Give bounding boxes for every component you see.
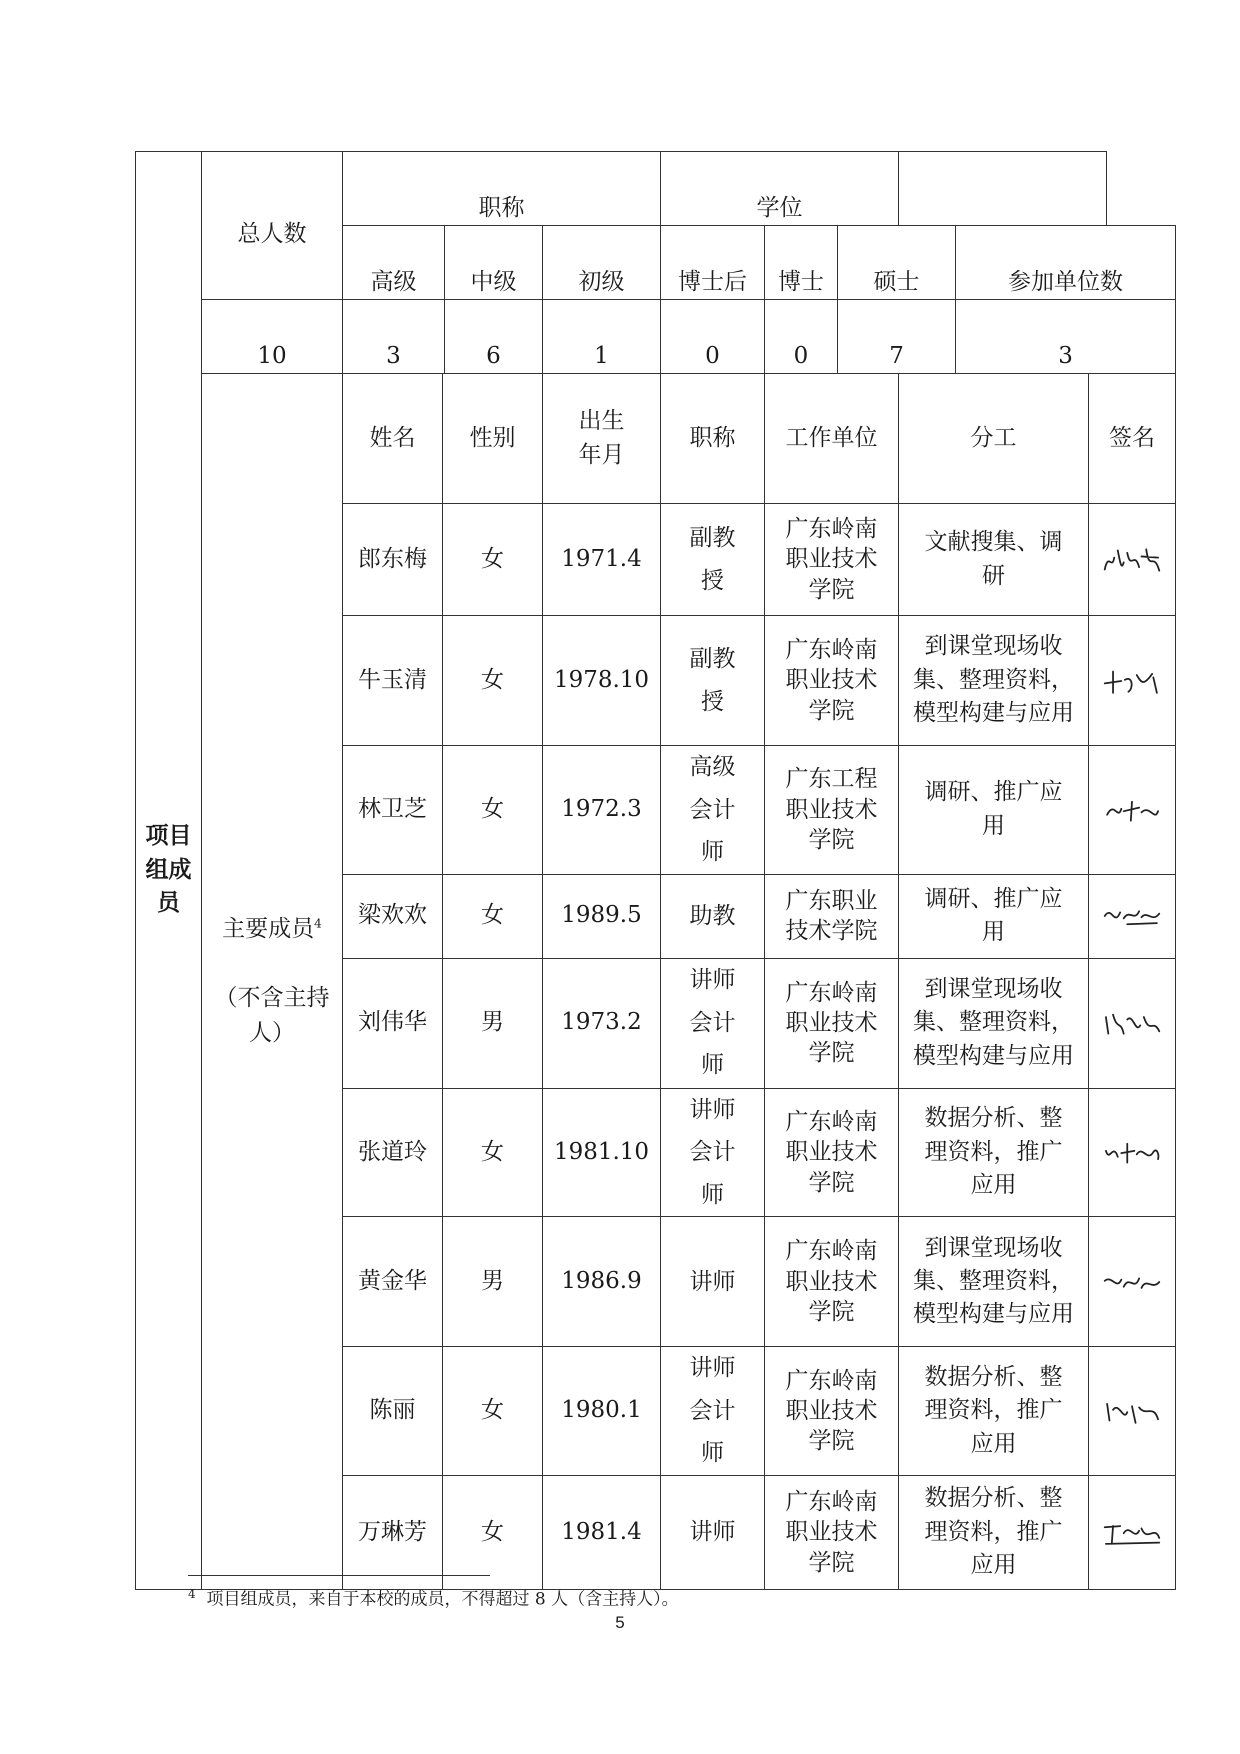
member-role: 数据分析、整理资料，推广应用 [899,1088,1089,1217]
table-row [136,374,1176,504]
birth-header: 出生年月 [543,374,661,504]
total-header: 总人数 [202,152,343,300]
member-role: 数据分析、整理资料，推广应用 [899,1475,1089,1589]
member-title: 讲师 会计师 [661,1088,765,1217]
member-gender: 女 [443,504,543,616]
member-gender: 男 [443,1217,543,1347]
footnote-marker: 4 [188,1587,196,1601]
member-name: 刘伟华 [343,958,443,1088]
member-gender: 女 [443,1088,543,1217]
member-gender: 男 [443,958,543,1088]
page-number: 5 [615,1613,625,1632]
signature-scribble [1100,1262,1164,1302]
member-name: 牛玉清 [343,616,443,746]
member-unit: 广东岭南职业技术学院 [765,504,899,616]
member-role: 调研、推广应用 [899,874,1089,958]
senior-value: 3 [343,300,445,374]
member-gender: 女 [443,616,543,746]
signature-header: 签名 [1089,374,1176,504]
member-title: 讲师 [661,1217,765,1347]
table-row [136,300,1176,374]
member-role: 调研、推广应用 [899,746,1089,875]
signature-cell [1089,958,1176,1088]
signature-cell [1089,504,1176,616]
member-unit: 广东岭南职业技术学院 [765,616,899,746]
member-name: 梁欢欢 [343,874,443,958]
master-header: 硕士 [838,226,956,300]
member-gender: 女 [443,874,543,958]
members-label-cell [202,374,343,1590]
intermediate-value: 6 [445,300,543,374]
member-birth: 1986.9 [543,1217,661,1347]
member-title: 讲师 会计师 [661,958,765,1088]
member-unit: 广东职业技术学院 [765,874,899,958]
phd-value: 0 [765,300,838,374]
member-name: 陈丽 [343,1347,443,1476]
member-role: 数据分析、整理资料，推广应用 [899,1347,1089,1476]
postdoc-value: 0 [661,300,765,374]
members-label: 主要成员 [222,916,315,943]
member-role: 文献搜集、调研 [899,504,1089,616]
member-unit: 广东岭南职业技术学院 [765,1475,899,1589]
member-unit: 广东工程职业技术学院 [765,746,899,875]
signature-cell [1089,746,1176,875]
member-gender: 女 [443,746,543,875]
units-value: 3 [956,300,1176,374]
role-header: 分工 [899,374,1089,504]
member-title: 副教授 [661,616,765,746]
signature-scribble [1100,896,1164,936]
signature-scribble [1100,1391,1164,1431]
title-group-header: 职称 [343,152,661,226]
junior-header: 初级 [543,226,661,300]
phd-header: 博士 [765,226,838,300]
member-unit: 广东岭南职业技术学院 [765,1217,899,1347]
total-value: 10 [202,300,343,374]
member-birth: 1980.1 [543,1347,661,1476]
member-role: 到课堂现场收集、整理资料，模型构建与应用 [899,1217,1089,1347]
footnote [188,1586,679,1612]
member-title: 讲师 [661,1475,765,1589]
signature-cell [1089,1088,1176,1217]
member-name: 郎东梅 [343,504,443,616]
footnote-text: 项目组成员，来自于本校的成员，不得超过 8 人（含主持人）。 [206,1589,679,1610]
member-name: 黄金华 [343,1217,443,1347]
member-gender: 女 [443,1475,543,1589]
member-name: 万琳芳 [343,1475,443,1589]
section-label: 项目组成员 [136,152,202,1590]
name-header: 姓名 [343,374,443,504]
project-members-table [135,151,1176,1590]
senior-header: 高级 [343,226,445,300]
member-title: 讲师 会计师 [661,1347,765,1476]
member-birth: 1989.5 [543,874,661,958]
footnote-ref: 4 [314,916,322,931]
signature-cell [1089,616,1176,746]
member-unit: 广东岭南职业技术学院 [765,1347,899,1476]
table-row [136,152,1176,226]
units-header: 参加单位数 [956,226,1176,300]
signature-scribble [1100,1132,1164,1172]
member-unit: 广东岭南职业技术学院 [765,1088,899,1217]
signature-cell [1089,1217,1176,1347]
member-birth: 1973.2 [543,958,661,1088]
member-title: 高级会计师 [661,746,765,875]
signature-scribble [1100,540,1164,580]
member-role: 到课堂现场收集、整理资料，模型构建与应用 [899,616,1089,746]
member-birth: 1978.10 [543,616,661,746]
title-header: 职称 [661,374,765,504]
signature-scribble [1100,661,1164,701]
unit-header: 工作单位 [765,374,899,504]
member-unit: 广东岭南职业技术学院 [765,958,899,1088]
signature-cell [1089,874,1176,958]
member-birth: 1981.10 [543,1088,661,1217]
member-name: 张道玲 [343,1088,443,1217]
member-birth: 1971.4 [543,504,661,616]
member-birth: 1981.4 [543,1475,661,1589]
member-name: 林卫芝 [343,746,443,875]
master-value: 7 [838,300,956,374]
degree-group-header: 学位 [661,152,899,226]
gender-header: 性别 [443,374,543,504]
junior-value: 1 [543,300,661,374]
postdoc-header: 博士后 [661,226,765,300]
blank-header-cell [899,152,1107,226]
members-note: （不含主持人） [214,985,330,1046]
member-role: 到课堂现场收集、整理资料，模型构建与应用 [899,958,1089,1088]
signature-cell [1089,1347,1176,1476]
member-title: 助教 [661,874,765,958]
signature-scribble [1100,790,1164,830]
member-gender: 女 [443,1347,543,1476]
member-title: 副教授 [661,504,765,616]
signature-scribble [1100,1512,1164,1552]
intermediate-header: 中级 [445,226,543,300]
footnote-separator [188,1575,490,1576]
signature-scribble [1100,1003,1164,1043]
member-birth: 1972.3 [543,746,661,875]
signature-cell [1089,1475,1176,1589]
